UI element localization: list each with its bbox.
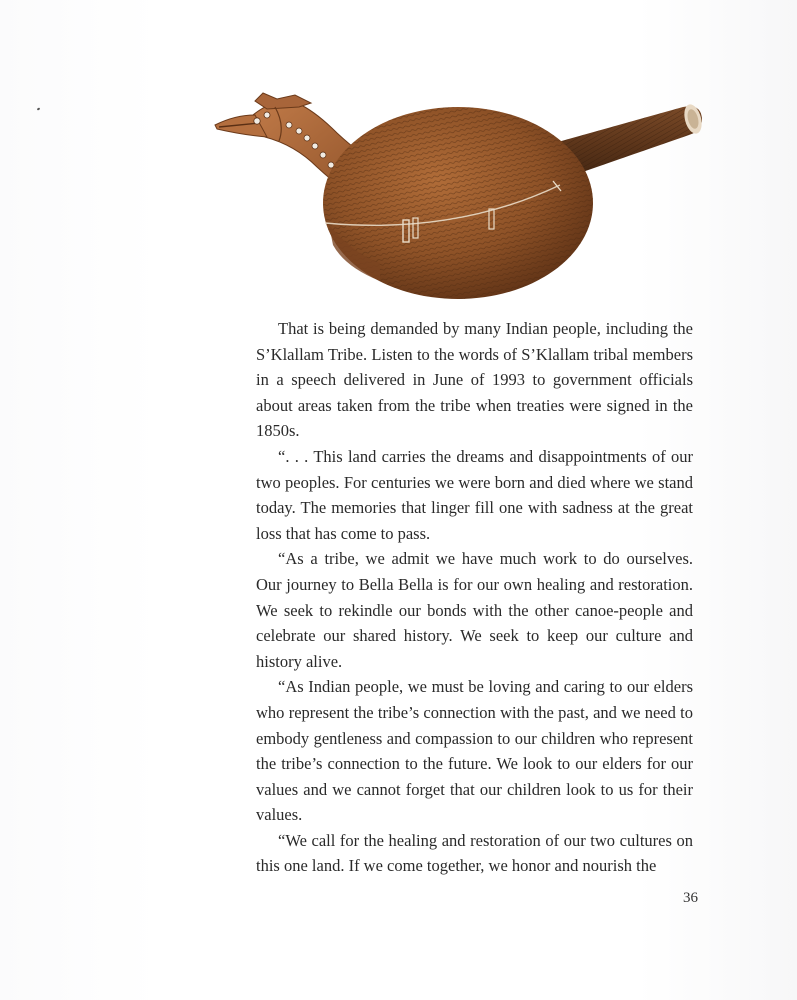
rattle-body — [323, 107, 593, 299]
page-number: 36 — [683, 890, 698, 906]
bird-shaped-rattle-icon — [205, 85, 710, 310]
paragraph-4: “As Indian people, we must be loving and caring to our elders who represent the tribe’s connection with the past, and we need to embody gentleness and compassion to our children who represent the tribe’s connection to the future. We look to our elders for our values and we cannot forget that our children look to us for their values. — [256, 677, 693, 825]
paragraph-1: That is being demanded by many Indian people, including the S’Klallam Tribe. Listen to the words of S’Klallam tribal members in a speech delivered in June of 1993 to government officials about areas taken from the tribe when treaties were signed in the 1850s. — [256, 319, 693, 441]
paragraph-2: “. . . This land carries the dreams and disappointments of our two peoples. For centuries we were born and died where we stand today. The memories that linger fill one with sadness at the great loss that has come to pass. — [256, 446, 693, 543]
paragraph-5: “We call for the healing and restoration of our two cultures on this one land. If we come together, we honor and nourish the — [256, 830, 693, 876]
paragraph-3: “As a tribe, we admit we have much work to do ourselves. Our journey to Bella Bella is for our own healing and restoration. We seek to rekindle our bonds with the other canoe-people and celebrate our shared history. We seek to keep our culture and history alive. — [256, 549, 693, 671]
body-text — [256, 316, 693, 879]
scan-speck — [37, 107, 41, 110]
